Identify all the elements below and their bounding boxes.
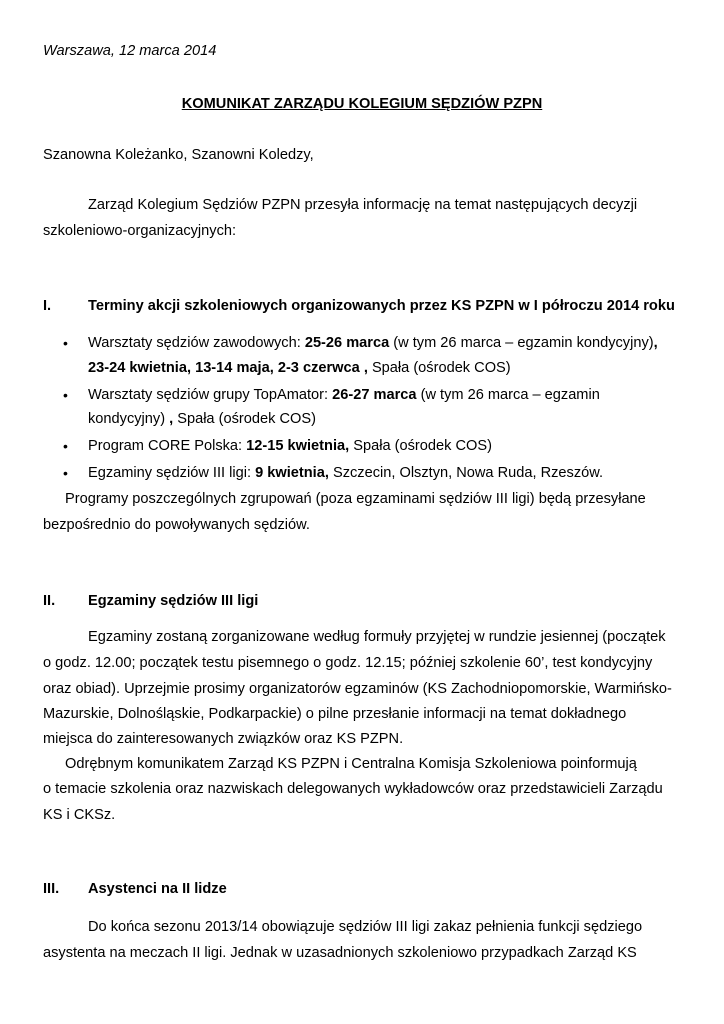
section-1-title: Terminy akcji szkoleniowych organizowanych przez KS PZPN w I półroczu 2014 roku	[88, 298, 675, 314]
bullet-2-note-cont: kondycyjny)	[88, 411, 170, 427]
bullet-icon: •	[63, 335, 68, 351]
bullet-1-date: 25-26 marca	[304, 335, 390, 351]
section-1-note-line-2: bezpośrednio do powoływanych sędziów.	[43, 517, 310, 533]
section-2-p1-line-1: Egzaminy zostaną zorganizowane według formuły przyjętej w rundzie jesiennej (początek	[88, 629, 666, 645]
date-line: Warszawa, 12 marca 2014	[43, 43, 217, 59]
bullet-4-text: Egzaminy sędziów III ligi:	[88, 465, 256, 481]
section-2-title: Egzaminy sędziów III ligi	[88, 593, 259, 609]
section-3-title: Asystenci na II lidze	[88, 881, 227, 897]
bullet-2-note: (w tym 26 marca – egzamin	[416, 387, 600, 403]
section-3-number: III.	[43, 881, 60, 897]
intro-line-1: Zarząd Kolegium Sędziów PZPN przesyła informację na temat następujących decyzji	[88, 197, 638, 213]
bullet-3-place: Spała (ośrodek COS)	[349, 438, 492, 454]
section-1-note-line-1: Programy poszczególnych zgrupowań (poza egzaminami sędziów III ligi) będą przesyłane	[65, 491, 646, 507]
section-2-p2-line-2: o temacie szkolenia oraz nazwiskach delegowanych wykładowców oraz przedstawicieli Zarządu	[43, 781, 663, 797]
section-2-p1-line-4: Mazurskie, Dolnośląskie, Podkarpackie) o pilne przesłanie informacji na temat dokładnego	[43, 706, 627, 722]
section-1-number: I.	[43, 298, 52, 314]
bullet-4-date: 9 kwietnia,	[255, 465, 329, 481]
section-3-p1-line-1: Do końca sezonu 2013/14 obowiązuje sędziów III ligi zakaz pełnienia funkcji sędziego	[88, 919, 643, 935]
section-2-p2-line-1: Odrębnym komunikatem Zarząd KS PZPN i Centralna Komisja Szkoleniowa poinformują	[65, 756, 637, 772]
bullet-2-comma: ,	[169, 411, 174, 427]
bullet-1-note: (w tym 26 marca – egzamin kondycyjny)	[389, 335, 654, 351]
bullet-1-line-1	[88, 334, 658, 352]
document-title: KOMUNIKAT ZARZĄDU KOLEGIUM SĘDZIÓW PZPN	[181, 96, 543, 112]
bullet-icon: •	[63, 465, 68, 481]
bullet-2-line-2	[88, 410, 316, 428]
section-2-p1-line-3: oraz obiad). Uprzejmie prosimy organizatorów egzaminów (KS Zachodniopomorskie, Warmińsko-	[43, 681, 672, 697]
bullet-1-place: Spała (ośrodek COS)	[367, 360, 511, 376]
bullet-4-line-1	[88, 464, 603, 482]
bullet-1-dates: 23-24 kwietnia, 13-14 maja, 2-3 czerwca ,	[88, 360, 368, 376]
bullet-3-text: Program CORE Polska:	[88, 438, 247, 454]
bullet-icon: •	[63, 387, 68, 403]
section-2-p1-line-2: o godz. 12.00; początek testu pisemnego o godz. 12.15; później szkolenie 60’, test kondycyjny	[43, 655, 653, 671]
bullet-3-line-1	[88, 437, 492, 455]
intro-line-2: szkoleniowo-organizacyjnych:	[43, 223, 237, 239]
section-2-p1-line-5: miejsca do zainteresowanych związków oraz KS PZPN.	[43, 731, 404, 747]
salutation: Szanowna Koleżanko, Szanowni Koledzy,	[43, 147, 314, 163]
bullet-4-places: Szczecin, Olsztyn, Nowa Ruda, Rzeszów.	[328, 465, 604, 481]
bullet-icon: •	[63, 438, 68, 454]
section-3-p1-line-2: asystenta na meczach II ligi. Jednak w uzasadnionych szkoleniowo przypadkach Zarząd KS	[43, 945, 637, 961]
bullet-1-line-2	[88, 359, 511, 377]
bullet-2-text: Warsztaty sędziów grupy TopAmator:	[88, 387, 333, 403]
bullet-2-line-1	[88, 386, 600, 404]
section-2-number: II.	[43, 593, 56, 609]
bullet-2-date: 26-27 marca	[332, 387, 417, 403]
bullet-2-place: Spała (ośrodek COS)	[173, 411, 316, 427]
bullet-1-comma: ,	[653, 335, 658, 351]
bullet-3-date: 12-15 kwietnia,	[246, 438, 350, 454]
section-2-p2-line-3: KS i CKSz.	[43, 807, 116, 823]
bullet-1-text: Warsztaty sędziów zawodowych:	[88, 335, 305, 351]
